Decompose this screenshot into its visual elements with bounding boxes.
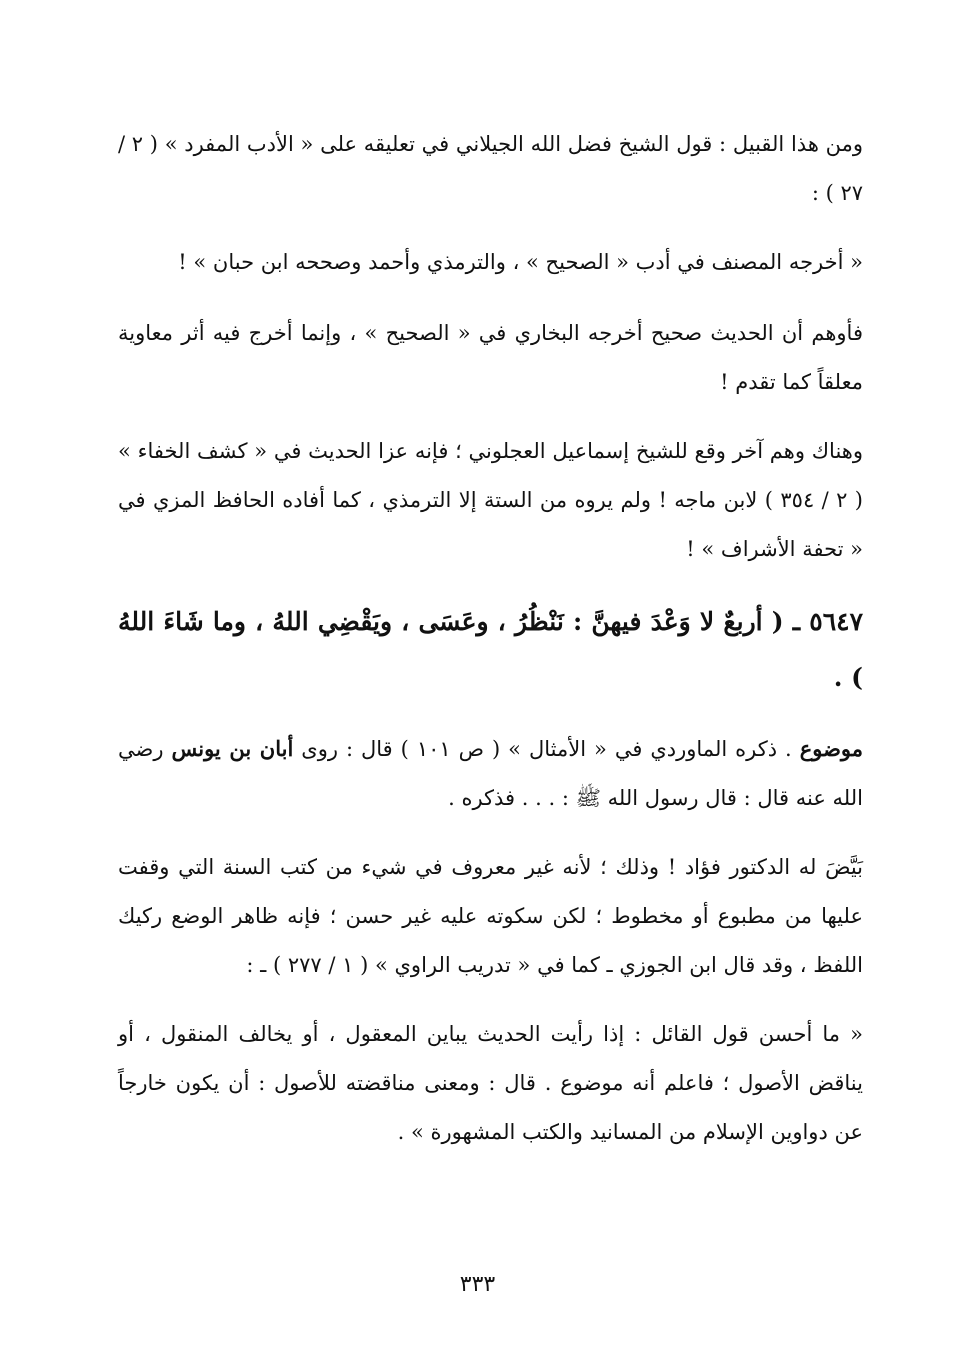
page-body <box>118 120 863 1177</box>
quote-takhrij: « أخرجه المصنف في أدب « الصحيح » ، والترمذي وأحمد وصححه ابن حبان » ! <box>178 250 863 274</box>
paragraph-comment: فأوهم أن الحديث صحيح أخرجه البخاري في « الصحيح » ، وإنما أخرج فيه أثر معاوية معلقاً كما تقدم ! <box>118 321 863 394</box>
grade-label: موضوع <box>799 736 864 761</box>
paragraph-intro: ومن هذا القبيل : قول الشيخ فضل الله الجيلاني في تعليقه على « الأدب المفرد » ( ٢ / ٢٧ ) : <box>118 132 863 205</box>
hadith-text: ٥٦٤٧ ـ ( أربعٌ لا وَعْدَ فيهنَّ : نَنْظُرُ ، وعَسَى ، ويَقْضِي اللهُ ، وما شَاءَ اللهُ ) . <box>118 607 863 692</box>
quote-ibn-jawzi: « ما أحسن قول القائل : إذا رأيت الحديث يباين المعقول ، أو يخالف المنقول ، أو يناقض الأصول ؛ فاعلم أنه موضوع . قال : ومعنى مناقضته للأصول : أن يكون خارجاً عن دواوين الإسلام من المسانيد والكتب المشهورة » . <box>118 1022 863 1144</box>
paragraph-critique: بَيَّضَ له الدكتور فؤاد ! وذلك ؛ لأنه غير معروف في شيء من كتب السنة التي وقفت عليها من مطبوع أو مخطوط ؛ لكن سكوته عليه غير حسن ؛ فإنه ظاهر الوضع ركيك اللفظ ، وقد قال ابن الجوزي ـ كما في « تدريب الراوي » ( ١ / ٢٧٧ ) ـ : <box>118 855 863 977</box>
paragraph-ajluni: وهناك وهم آخر وقع للشيخ إسماعيل العجلوني ؛ فإنه عزا الحديث في « كشف الخفاء » ( ٢ / ٣٥٤ ) لابن ماجه ! ولم يروه من الستة إلا الترمذي ، كما أفاده الحافظ المزي في « تحفة الأشراف » ! <box>118 439 864 561</box>
grading-text-1: . ذكره الماوردي في « الأمثال » ( ص ١٠١ ) قال : روى <box>293 737 800 761</box>
paragraph-grading <box>118 724 863 823</box>
page-number: ٣٣٣ <box>459 1272 496 1297</box>
grading-text-2: رضي الله عنه قال : قال رسول الله ﷺ : . . . فذكره . <box>118 737 863 810</box>
narrator-name: أبان بن يونس <box>171 736 294 761</box>
